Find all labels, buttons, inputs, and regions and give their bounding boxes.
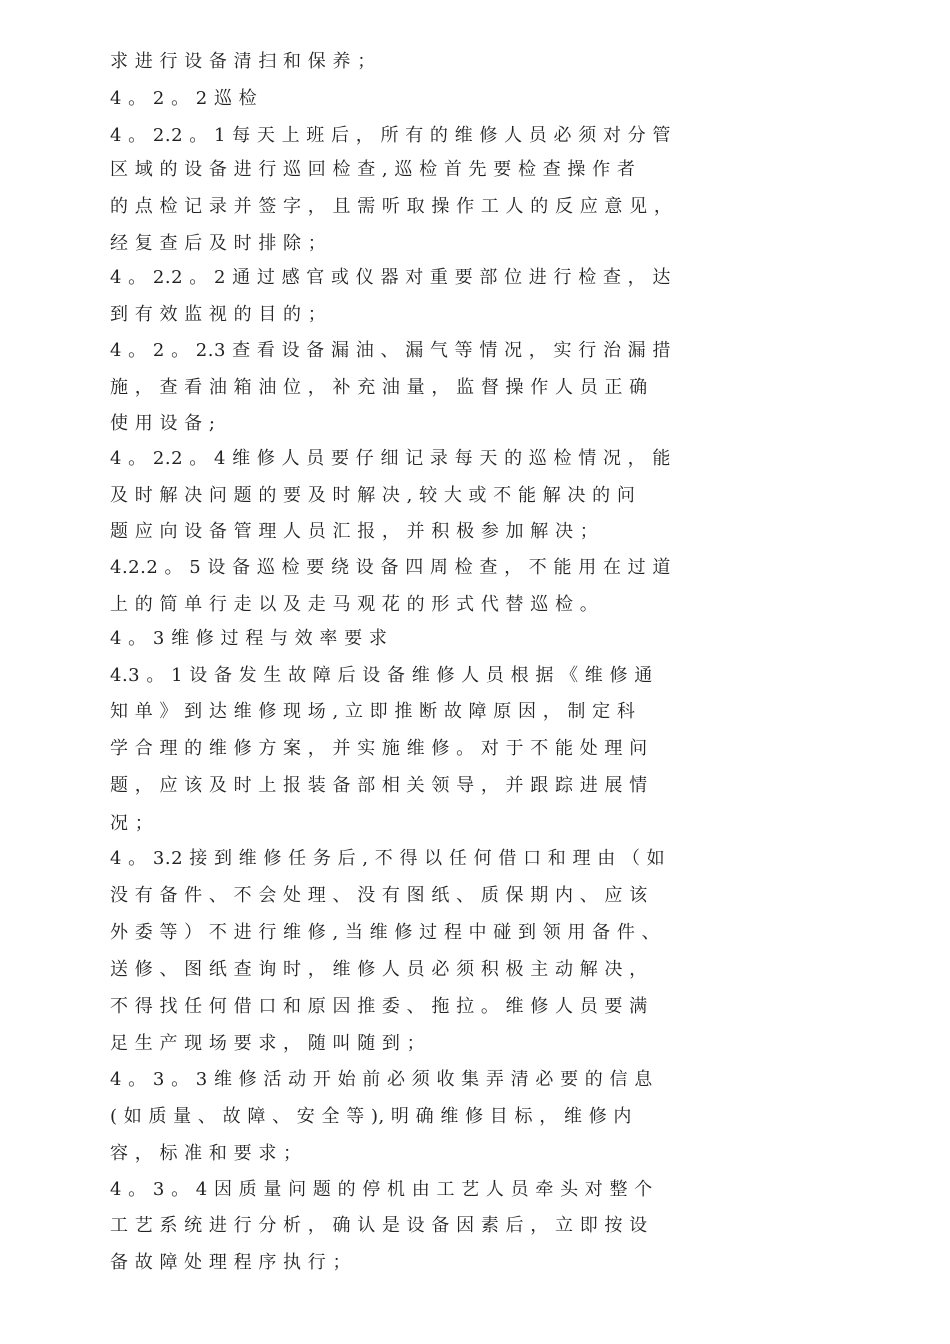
text-line: 到 有 效 监 视 的 目 的 ； <box>110 304 327 325</box>
text-line: 求 进 行 设 备 清 扫 和 保 养 ； <box>110 51 376 72</box>
text-line: 外 委 等 ） 不 进 行 维 修 , 当 维 修 过 程 中 碰 到 领 用 备 件 、 <box>110 922 661 943</box>
text-line: 区 域 的 设 备 进 行 巡 回 检 查 , 巡 检 首 先 要 检 查 操 作 者 <box>110 159 636 180</box>
text-line: 施 ， 查 看 油 箱 油 位 ， 补 充 油 量 ， 监 督 操 作 人 员 正 确 <box>110 377 648 398</box>
text-line: 4 。 3 。 3 维 修 活 动 开 始 前 必 须 收 集 弄 清 必 要 的 信 息 <box>110 1069 653 1090</box>
text-line: 没 有 备 件 、 不 会 处 理 、 没 有 图 纸 、 质 保 期 内 、 应 该 <box>110 885 648 906</box>
text-line: 送 修 、 图 纸 查 询 时 ， 维 修 人 员 必 须 积 极 主 动 解 决 ， <box>110 959 648 980</box>
text-line: 上 的 简 单 行 走 以 及 走 马 观 花 的 形 式 代 替 巡 检 。 <box>110 594 599 615</box>
text-line: 4 。 2 。 2 巡 检 <box>110 88 258 109</box>
text-line: 4 。 3 维 修 过 程 与 效 率 要 求 <box>110 628 388 649</box>
text-line: ( 如 质 量 、 故 障 、 安 全 等 ), 明 确 维 修 目 标 ， 维 修 内 <box>110 1106 632 1127</box>
text-line: 4 。 3 。 4 因 质 量 问 题 的 停 机 由 工 艺 人 员 牵 头 对 整 个 <box>110 1179 653 1200</box>
text-line: 4.3 。 1 设 备 发 生 故 障 后 设 备 维 修 人 员 根 据 《 维 修 通 <box>110 665 653 686</box>
text-line: 4.2.2 。 5 设 备 巡 检 要 绕 设 备 四 周 检 查 ， 不 能 用 在 过 道 <box>110 557 671 578</box>
text-line: 4 。 2.2 。 1 每 天 上 班 后 ， 所 有 的 维 修 人 员 必 须 对 分 管 <box>110 125 671 146</box>
text-line: 知 单 》 到 达 维 修 现 场 , 立 即 推 断 故 障 原 因 ， 制 定 科 <box>110 701 636 722</box>
text-line: 备 故 障 处 理 程 序 执 行 ； <box>110 1252 351 1273</box>
text-line: 经 复 查 后 及 时 排 除 ； <box>110 233 327 254</box>
text-line: 4 。 2.2 。 2 通 过 感 官 或 仪 器 对 重 要 部 位 进 行 检 查 ， 达 <box>110 267 671 288</box>
text-line: 学 合 理 的 维 修 方 案 ， 并 实 施 维 修 。 对 于 不 能 处 理 问 <box>110 738 648 759</box>
text-line: 的 点 检 记 录 并 签 字 ， 且 需 听 取 操 作 工 人 的 反 应 意 见 ， <box>110 196 673 217</box>
text-line: 4 。 2.2 。 4 维 修 人 员 要 仔 细 记 录 每 天 的 巡 检 情 况 ， 能 <box>110 448 671 469</box>
text-line: 4 。 2 。 2.3 查 看 设 备 漏 油 、 漏 气 等 情 况 ， 实 行 治 漏 措 <box>110 340 671 361</box>
text-line: 足 生 产 现 场 要 求 ， 随 叫 随 到 ； <box>110 1033 426 1054</box>
text-line: 使 用 设 备 ; <box>110 413 216 434</box>
text-line: 题 应 向 设 备 管 理 人 员 汇 报 ， 并 积 极 参 加 解 决 ； <box>110 521 599 542</box>
text-line: 题 ， 应 该 及 时 上 报 装 备 部 相 关 领 导 ， 并 跟 踪 进 展 情 <box>110 775 648 796</box>
text-line: 工 艺 系 统 进 行 分 析 ， 确 认 是 设 备 因 素 后 ， 立 即 按 设 <box>110 1215 648 1236</box>
text-line: 及 时 解 决 问 题 的 要 及 时 解 决 , 较 大 或 不 能 解 决 的 问 <box>110 485 636 506</box>
text-line: 不 得 找 任 何 借 口 和 原 因 推 委 、 拖 拉 。 维 修 人 员 要 满 <box>110 996 648 1017</box>
text-line: 况 ； <box>110 813 154 834</box>
text-line: 容 ， 标 准 和 要 求 ； <box>110 1143 302 1164</box>
text-line: 4 。 3.2 接 到 维 修 任 务 后 , 不 得 以 任 何 借 口 和 理 由 （ 如 <box>110 848 666 869</box>
